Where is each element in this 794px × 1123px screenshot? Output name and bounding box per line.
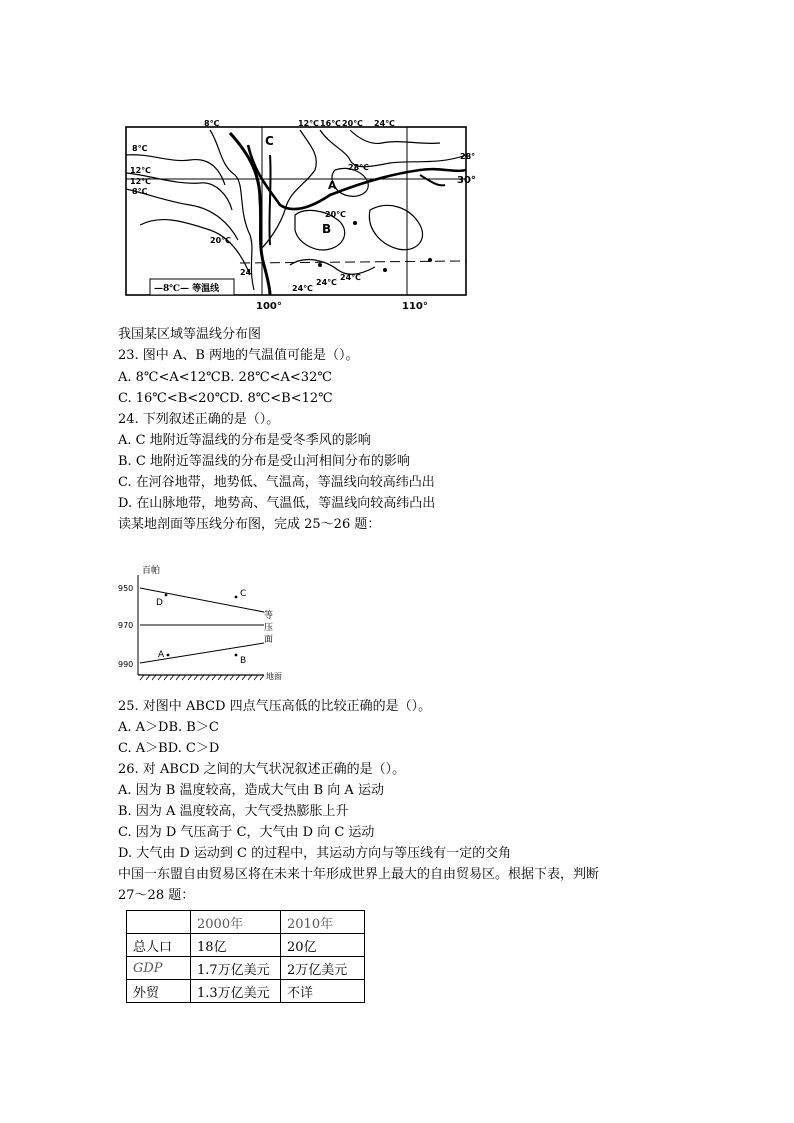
table-header-cell: 2000年: [191, 911, 281, 934]
q24-option-a: A. C 地附近等温线的分布是受冬季风的影响: [118, 433, 371, 448]
q26-option-a: A. 因为 B 温度较高，造成大气由 B 向 A 运动: [118, 783, 384, 798]
point-c-label: C: [265, 134, 274, 148]
q23-stem: 23. 图中 A、B 两地的气温值可能是（）。: [118, 348, 359, 363]
table-cell: 20亿: [281, 934, 365, 957]
latitude-30-label: 30°: [457, 175, 476, 186]
table-cell: 不详: [281, 980, 365, 1003]
point-c-label-p: C: [240, 589, 247, 599]
table-header-row: [127, 911, 365, 934]
intro-27-28-line2: 27～28 题：: [118, 888, 195, 903]
q24-option-b: B. C 地附近等温线的分布是受山河相间分布的影响: [118, 454, 410, 469]
iso-label-12-left: 12℃: [130, 166, 151, 175]
table-cell: 18亿: [191, 934, 281, 957]
iso-label-8-left: 8℃: [132, 144, 148, 153]
isobar-profile-diagram: [118, 563, 298, 691]
point-a-label-p: A: [158, 650, 165, 660]
table-header-cell: [127, 911, 191, 934]
table-row: [127, 934, 365, 957]
table-row: [127, 980, 365, 1003]
iso-label-28-right: 28°: [460, 152, 476, 161]
iso-label-8-left-b: 8℃: [132, 187, 148, 196]
table-header-cell: 2010年: [281, 911, 365, 934]
map-legend: —8℃— 等温线: [154, 284, 220, 294]
iso-label-16-top: 16℃: [320, 119, 341, 128]
longitude-110-label: 110°: [402, 301, 428, 312]
table-cell: 1.3万亿美元: [191, 980, 281, 1003]
table-cell: 2万亿美元: [281, 957, 365, 980]
q25-options-ab: A. A＞DB. B＞C: [118, 720, 219, 735]
ground-label: 地面: [266, 672, 282, 681]
q25-options-cd: C. A＞BD. C＞D: [118, 741, 220, 756]
iso-label-12-top: 12℃: [298, 119, 319, 128]
q26-stem: 26. 对 ABCD 之间的大气状况叙述正确的是（）。: [118, 762, 406, 777]
y-label-950: 950: [118, 584, 134, 593]
q26-option-b: B. 因为 A 温度较高，大气受热膨胀上升: [118, 804, 349, 819]
y-label-990: 990: [118, 660, 134, 669]
iso-label-12-left-b: 12℃: [130, 177, 151, 186]
table-cell: 总人口: [127, 934, 191, 957]
point-b-label-p: B: [240, 656, 247, 666]
isobar-label-3: 面: [264, 635, 274, 645]
isotherm-map: [120, 115, 490, 315]
iso-label-20-b: 20℃: [325, 210, 346, 219]
iso-label-24-d: 24℃: [292, 284, 313, 293]
table-cell: 外贸: [127, 980, 191, 1003]
iso-label-24-a: 24: [240, 268, 252, 277]
q25-stem: 25. 对图中 ABCD 四点气压高低的比较正确的是（）。: [118, 699, 432, 714]
q26-option-c: C. 因为 D 气压高于 C，大气由 D 向 C 运动: [118, 825, 375, 840]
map-caption: 我国某区域等温线分布图: [118, 327, 262, 342]
pressure-unit-label: 百帕: [142, 566, 161, 576]
point-d-label: D: [156, 598, 163, 608]
longitude-100-label: 100°: [256, 301, 282, 312]
table-row: [127, 957, 365, 980]
iso-label-8-top: 8℃: [204, 119, 220, 128]
q23-options-cd: C. 16℃<B<20℃D. 8℃<B<12℃: [118, 391, 333, 406]
q26-option-d: D. 大气由 D 运动到 C 的过程中，其运动方向与等压线有一定的交角: [118, 846, 512, 861]
iso-label-20-left: 20℃: [210, 236, 231, 245]
iso-label-24-b: 24℃: [316, 278, 337, 287]
iso-label-24-top: 24℃: [374, 119, 395, 128]
table-cell: GDP: [127, 957, 191, 980]
asean-data-table: [126, 910, 365, 1003]
q24-option-d: D. 在山脉地带，地势高、气温低，等温线向较高纬凸出: [118, 496, 436, 511]
iso-label-28-a: 28℃: [348, 163, 369, 172]
intro-27-28-line1: 中国一东盟自由贸易区将在未来十年形成世界上最大的自由贸易区。根据下表，判断: [118, 867, 600, 882]
q24-option-c: C. 在河谷地带，地势低、气温高，等温线向较高纬凸出: [118, 475, 435, 490]
intro-25-26: 读某地剖面等压线分布图，完成 25～26 题：: [118, 517, 381, 532]
y-label-970: 970: [118, 621, 134, 630]
iso-label-20-top: 20℃: [342, 119, 363, 128]
table-cell: 1.7万亿美元: [191, 957, 281, 980]
isobar-label-1: 等: [264, 611, 274, 621]
point-a-label: A: [328, 179, 337, 192]
isobar-label-2: 压: [264, 623, 274, 633]
q24-stem: 24. 下列叙述正确的是（）。: [118, 412, 280, 427]
q23-options-ab: A. 8℃<A<12℃B. 28℃<A<32℃: [118, 370, 332, 385]
point-b-label: B: [322, 222, 332, 236]
iso-label-24-c: 24℃: [340, 273, 361, 282]
